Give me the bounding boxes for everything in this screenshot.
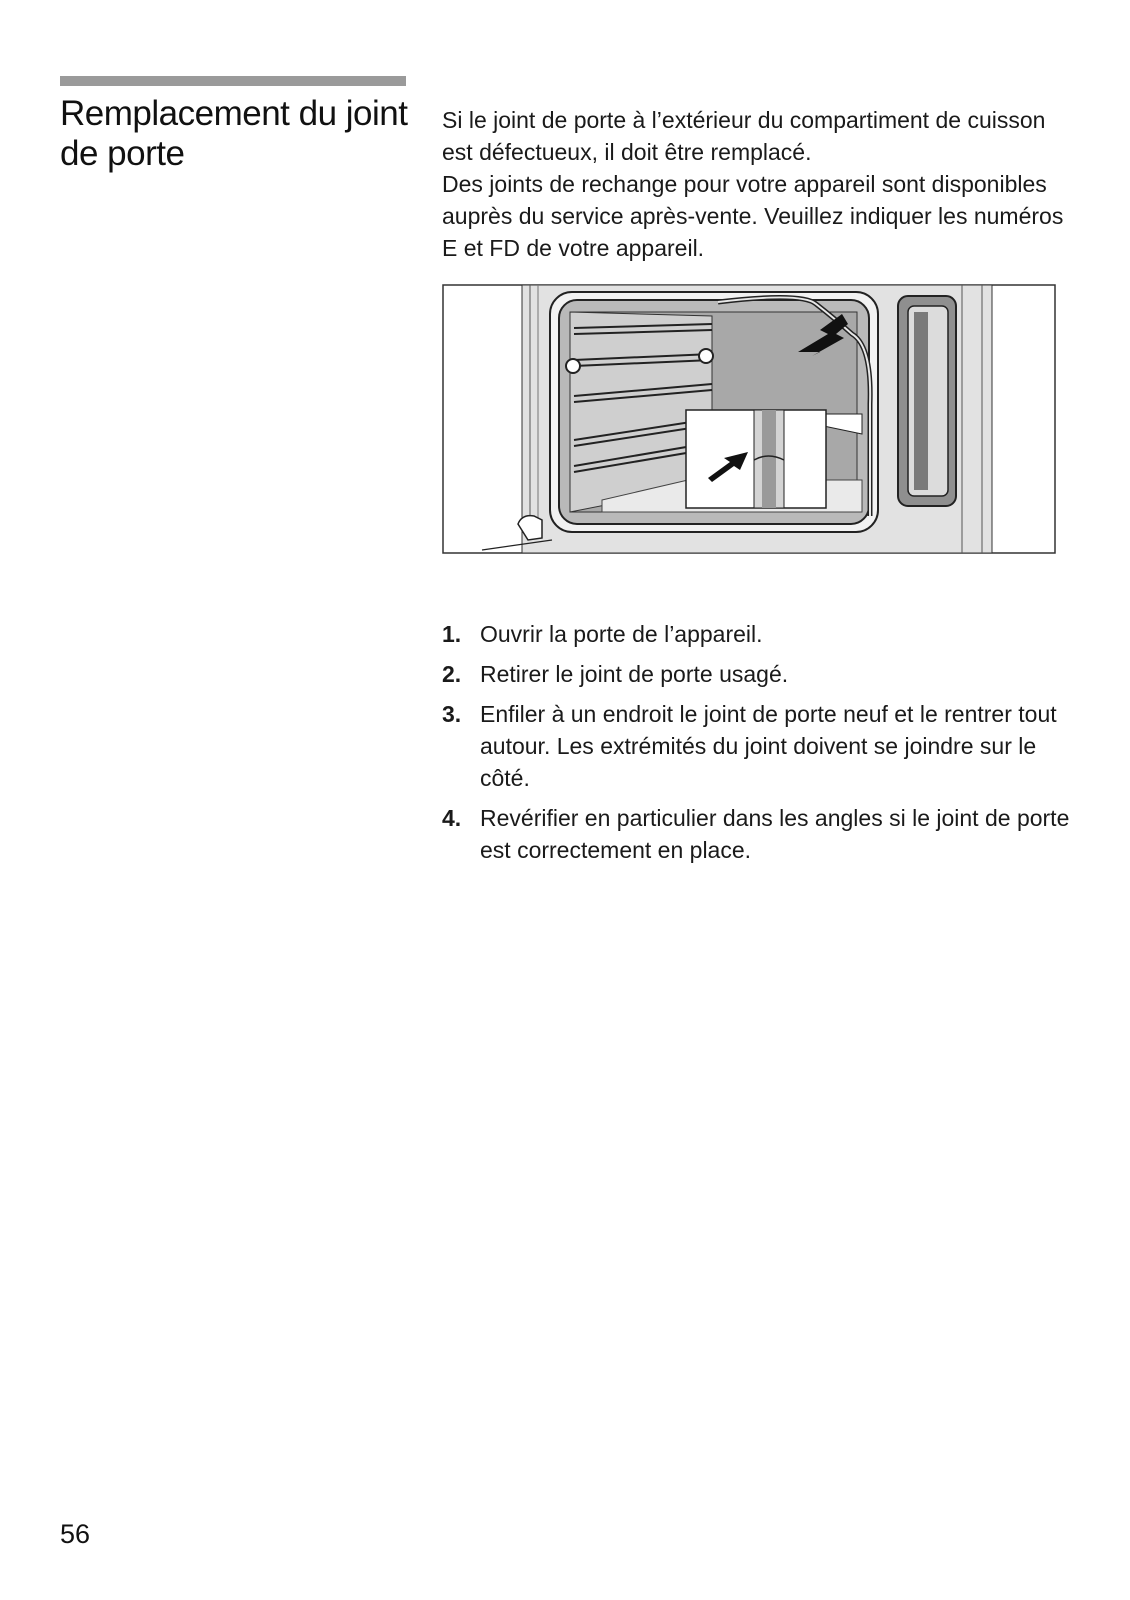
- intro-paragraph-2: Des joints de rechange pour votre appareil sont disponibles auprès du service après-vente. Veuillez indiquer les numéros E et FD de votre appareil.: [442, 171, 1064, 261]
- section-title: Remplacement du joint de porte: [60, 94, 408, 173]
- section-rule: [60, 76, 406, 86]
- step-text: Retirer le joint de porte usagé.: [480, 661, 789, 687]
- intro-text: [442, 104, 1082, 264]
- step-item: [442, 658, 1082, 690]
- step-text: Revérifier en particulier dans les angles si le joint de porte est correctement en place.: [480, 805, 1070, 863]
- intro-paragraph-1: Si le joint de porte à l’extérieur du compartiment de cuisson est défectueux, il doit être remplacé.: [442, 107, 1046, 165]
- step-text: Ouvrir la porte de l’appareil.: [480, 621, 763, 647]
- page-number: 56: [60, 1519, 91, 1549]
- instruction-steps: [442, 618, 1082, 874]
- step-number: 2.: [442, 661, 462, 687]
- step-number: 4.: [442, 805, 462, 831]
- oven-door-seal-illustration: [442, 284, 1056, 554]
- step-item: [442, 698, 1082, 794]
- step-number: 1.: [442, 621, 462, 647]
- step-text: Enfiler à un endroit le joint de porte neuf et le rentrer tout autour. Les extrémités du joint doivent se joindre sur le côté.: [480, 701, 1057, 791]
- step-item: [442, 618, 1082, 650]
- step-number: 3.: [442, 701, 462, 727]
- step-item: [442, 802, 1082, 866]
